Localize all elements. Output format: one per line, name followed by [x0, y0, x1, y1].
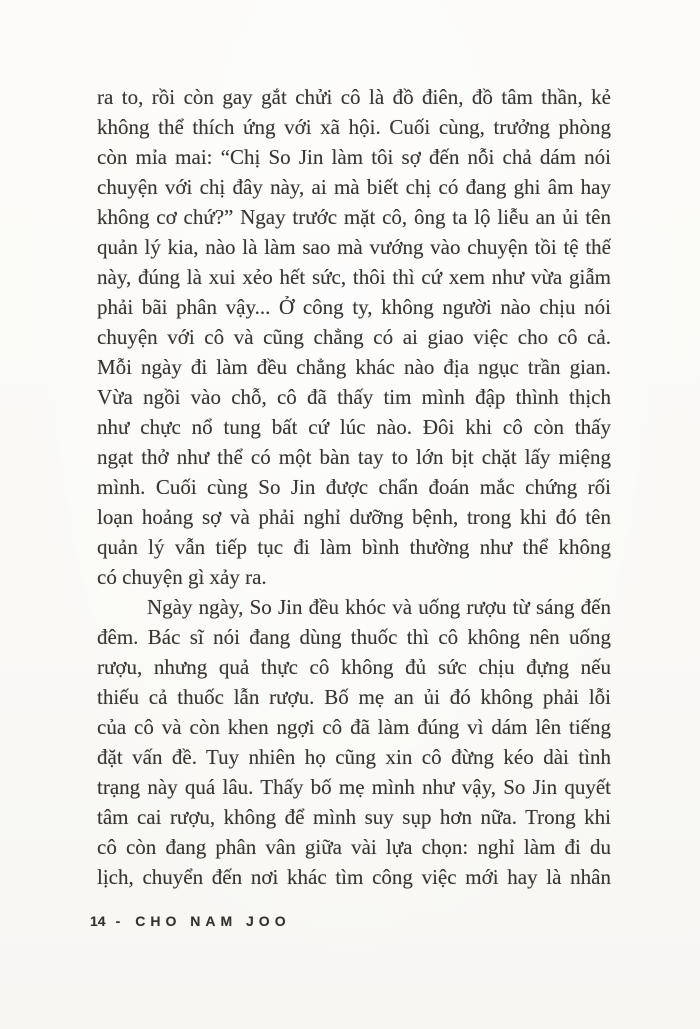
text-line: Mỗi ngày đi làm đều chẳng khác nào địa ngục trần gian. [97, 355, 611, 379]
text-line: loạn hoảng sợ và phải nghỉ dưỡng bệnh, trong khi đó tên [97, 505, 611, 529]
text-line: ngạt thở như thể có một bàn tay to lớn bịt chặt lấy miệng [97, 445, 611, 469]
text-line: mình. Cuối cùng So Jin được chẩn đoán mắc chứng rối [97, 475, 611, 499]
text-line: đêm. Bác sĩ nói đang dùng thuốc thì cô không nên uống [97, 625, 611, 649]
text-line: có chuyện gì xảy ra. [97, 565, 267, 589]
text-line: chuyện với chị đây này, ai mà biết chị có đang ghi âm hay [97, 175, 611, 199]
footer-separator: - [115, 913, 126, 929]
text-line: quản lý vẫn tiếp tục đi làm bình thường như thể không [97, 535, 611, 559]
text-line: Vừa ngồi vào chỗ, cô đã thấy tim mình đập thình thịch [97, 385, 611, 409]
text-line: quản lý kia, nào là làm sao mà vướng vào chuyện tồi tệ thế [97, 235, 611, 259]
author-name: CHO NAM JOO [135, 913, 291, 929]
text-line: thiếu cả thuốc lẫn rượu. Bố mẹ an ủi đó không phải lỗi [97, 685, 611, 709]
text-line: trạng này quá lâu. Thấy bố mẹ mình như vậy, So Jin quyết [97, 775, 611, 799]
text-line: không thể thích ứng với xã hội. Cuối cùng, trưởng phòng [97, 115, 611, 139]
text-line: không cơ chứ?” Ngay trước mặt cô, ông ta lộ liễu an ủi tên [97, 205, 611, 229]
text-line: phải bãi phân vậy... Ở công ty, không người nào chịu nói [97, 295, 611, 319]
text-line: như chực nổ tung bất cứ lúc nào. Đôi khi cô còn thấy [97, 415, 611, 439]
page-footer [90, 913, 291, 929]
text-line: đặt vấn đề. Tuy nhiên họ cũng xin cô đừng kéo dài tình [97, 745, 611, 769]
text-line: tâm cai rượu, không để mình suy sụp hơn nữa. Trong khi [97, 805, 611, 829]
text-line: Ngày ngày, So Jin đều khóc và uống rượu từ sáng đến [147, 595, 611, 619]
text-line: rượu, nhưng quả thực cô không đủ sức chịu đựng nếu [97, 655, 611, 679]
text-line: này, đúng là xui xẻo hết sức, thôi thì cứ xem như vừa giẫm [97, 265, 611, 289]
text-line: cô còn đang phân vân giữa vài lựa chọn: nghỉ làm đi du [97, 835, 611, 859]
text-line: của cô và còn khen ngợi cô đã làm đúng vì dám lên tiếng [97, 715, 611, 739]
text-line: lịch, chuyển đến nơi khác tìm công việc mới hay là nhân [97, 865, 611, 889]
text-line: còn mỉa mai: “Chị So Jin làm tôi sợ đến nỗi chả dám nói [97, 145, 611, 169]
text-line: chuyện với cô và cũng chẳng có ai giao việc cho cô cả. [97, 325, 611, 349]
text-line: ra to, rồi còn gay gắt chửi cô là đồ điên, đồ tâm thần, kẻ [97, 85, 611, 109]
body-text [97, 82, 611, 892]
page-number: 14 [90, 913, 106, 929]
